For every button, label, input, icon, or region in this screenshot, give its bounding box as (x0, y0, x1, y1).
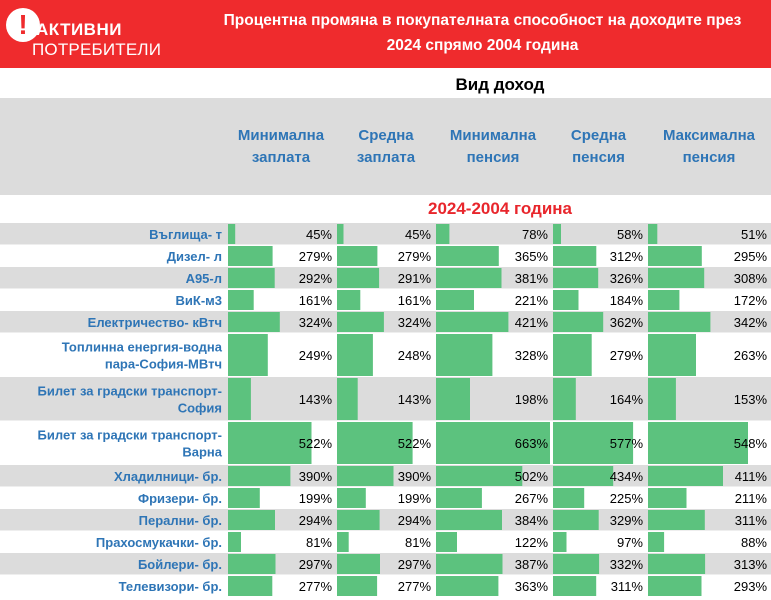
bar (436, 378, 470, 420)
value-label: 221% (514, 293, 548, 308)
bar (436, 312, 508, 332)
column-header: Минимална пенсия (449, 127, 537, 166)
row-label-line: Перални- бр. (138, 513, 222, 528)
value-label: 384% (514, 513, 548, 528)
row-label-line: Прахосмукачки- бр. (95, 535, 222, 550)
row-label (139, 513, 222, 528)
value-label: 172% (733, 293, 767, 308)
bar (553, 554, 599, 574)
bar (436, 488, 482, 508)
value-label: 291% (397, 271, 431, 286)
value-label: 88% (740, 535, 767, 550)
value-label: 198% (514, 392, 548, 407)
bar (228, 290, 254, 310)
row-label-line: Дизел- л (166, 249, 222, 264)
bar (337, 554, 380, 574)
value-label: 411% (734, 469, 767, 484)
bar (436, 554, 503, 574)
bar (553, 488, 584, 508)
value-label: 324% (298, 315, 332, 330)
row-label-line: Варна (182, 444, 222, 460)
bar (337, 224, 344, 244)
row-label-line: пара-София-МВтч (104, 356, 222, 372)
value-label: 184% (609, 293, 643, 308)
value-label: 387% (514, 557, 548, 572)
bar (337, 334, 373, 376)
bar (553, 510, 599, 530)
bar (553, 268, 598, 288)
value-label: 58% (616, 227, 643, 242)
bar (436, 268, 502, 288)
bar (648, 378, 676, 420)
column-header: Минимална заплата (237, 127, 325, 166)
row-label-line: Билет за градски транспорт- (37, 383, 222, 399)
bar (337, 466, 394, 486)
bar (436, 532, 457, 552)
value-label: 390% (397, 469, 431, 484)
value-label: 342% (733, 315, 767, 330)
bar (228, 466, 290, 486)
value-label: 294% (397, 513, 431, 528)
bar (228, 334, 268, 376)
bar (436, 224, 449, 244)
row-label (138, 491, 222, 506)
value-label: 312% (609, 249, 643, 264)
value-label: 279% (298, 249, 332, 264)
value-label: 267% (514, 491, 548, 506)
row-label-line: Въглища- т (149, 227, 222, 242)
value-label: 249% (298, 348, 332, 363)
bar (337, 312, 384, 332)
bar (337, 268, 379, 288)
chart-subtitle: 2024-2004 година (427, 199, 572, 218)
group-header: Вид доход (455, 75, 545, 94)
bar (553, 576, 596, 596)
value-label: 522% (298, 436, 332, 451)
value-label: 365% (514, 249, 548, 264)
bar (337, 290, 360, 310)
bar (337, 246, 377, 266)
value-label: 279% (397, 249, 431, 264)
bar (228, 224, 235, 244)
exclamation-icon: ! (6, 8, 40, 42)
bar (553, 224, 561, 244)
chart-title-line1: Процентна промяна в покупателната способност на доходите през (223, 12, 742, 29)
row-label (138, 557, 222, 572)
row-label-line: Билет за градски транспорт- (37, 427, 222, 443)
logo-line1: АКТИВНИ (36, 20, 122, 39)
bar (648, 290, 679, 310)
bar (553, 532, 567, 552)
value-label: 277% (298, 579, 332, 594)
value-label: 311% (610, 579, 643, 594)
value-label: 225% (609, 491, 643, 506)
row-label-line: А95-л (185, 271, 222, 286)
value-label: 663% (514, 436, 548, 451)
row-label-line: София (177, 400, 222, 416)
bar (228, 532, 241, 552)
value-label: 161% (397, 293, 431, 308)
row-label-line: Електричество- кВтч (87, 315, 222, 330)
bar (648, 224, 657, 244)
value-label: 363% (514, 579, 548, 594)
value-label: 381% (514, 271, 548, 286)
value-label: 390% (298, 469, 332, 484)
value-label: 97% (616, 535, 643, 550)
bar (648, 510, 705, 530)
bar (553, 466, 613, 486)
value-label: 45% (404, 227, 431, 242)
bar (436, 466, 522, 486)
value-label: 277% (397, 579, 431, 594)
value-label: 313% (733, 557, 767, 572)
row-label (114, 469, 222, 484)
row-label (62, 340, 223, 372)
value-label: 326% (609, 271, 643, 286)
bar (228, 268, 275, 288)
bar (228, 488, 260, 508)
value-label: 297% (298, 557, 332, 572)
logo-line2: ПОТРЕБИТЕЛИ (32, 40, 162, 59)
bar (436, 510, 502, 530)
value-label: 248% (397, 348, 431, 363)
value-label: 199% (397, 491, 431, 506)
value-label: 279% (609, 348, 643, 363)
value-label: 311% (734, 513, 767, 528)
value-label: 51% (740, 227, 767, 242)
value-label: 295% (733, 249, 767, 264)
value-label: 324% (397, 315, 431, 330)
row-label (96, 535, 222, 550)
bar (436, 290, 474, 310)
value-label: 293% (733, 579, 767, 594)
bar (553, 378, 576, 420)
value-label: 122% (514, 535, 548, 550)
row-label-line: Хладилници- бр. (113, 469, 222, 484)
value-label: 297% (397, 557, 431, 572)
bar (648, 312, 710, 332)
bar (553, 334, 592, 376)
value-label: 81% (404, 535, 431, 550)
column-header: Средна пенсия (570, 127, 627, 166)
value-label: 329% (609, 513, 643, 528)
bar (228, 576, 272, 596)
value-label: 263% (733, 348, 767, 363)
value-label: 328% (514, 348, 548, 363)
row-label-line: Телевизори- бр. (118, 579, 222, 594)
bar (648, 268, 704, 288)
value-label: 522% (397, 436, 431, 451)
bar (228, 554, 276, 574)
value-label: 45% (305, 227, 332, 242)
bar (436, 334, 492, 376)
bar (337, 510, 380, 530)
chart-title-line2: 2024 спрямо 2004 година (386, 37, 579, 54)
value-label: 577% (609, 436, 643, 451)
bar (337, 532, 349, 552)
bar (648, 576, 702, 596)
bar (337, 378, 358, 420)
value-label: 294% (298, 513, 332, 528)
value-label: 502% (514, 469, 548, 484)
value-label: 548% (733, 436, 767, 451)
bar (337, 488, 366, 508)
bar (553, 290, 579, 310)
row-label (119, 579, 222, 594)
bar (436, 246, 499, 266)
value-label: 143% (397, 392, 431, 407)
bar (648, 554, 705, 574)
bar (436, 576, 498, 596)
row-label (88, 315, 222, 330)
row-label-line: Бойлери- бр. (137, 557, 222, 572)
row-label-line: Топлинна енергия-водна (61, 339, 222, 355)
value-label: 308% (733, 271, 767, 286)
bar (553, 246, 596, 266)
bar (648, 334, 696, 376)
row-label (149, 227, 222, 242)
row-label (167, 249, 222, 264)
value-label: 78% (521, 227, 548, 242)
value-label: 164% (609, 392, 643, 407)
value-label: 143% (298, 392, 332, 407)
bar (648, 246, 702, 266)
column-header: Максимална пенсия (662, 127, 756, 166)
value-label: 199% (298, 491, 332, 506)
bar (553, 312, 603, 332)
value-label: 161% (298, 293, 332, 308)
bar (228, 246, 273, 266)
value-label: 421% (514, 315, 548, 330)
row-label (176, 293, 223, 308)
value-label: 81% (305, 535, 332, 550)
row-label-line: Фризери- бр. (137, 491, 222, 506)
value-label: 292% (298, 271, 332, 286)
value-label: 434% (609, 469, 643, 484)
bar (228, 378, 251, 420)
value-label: 211% (734, 491, 767, 506)
bar (648, 466, 723, 486)
column-header: Средна заплата (356, 127, 416, 166)
row-label-line: ВиК-м3 (175, 293, 222, 308)
bar (648, 532, 664, 552)
bar (228, 312, 280, 332)
row-label (38, 428, 223, 460)
bar (337, 576, 377, 596)
value-label: 332% (609, 557, 643, 572)
bar (648, 488, 687, 508)
value-label: 153% (733, 392, 767, 407)
row-label (186, 271, 222, 286)
value-label: 362% (609, 315, 643, 330)
bar (228, 510, 275, 530)
